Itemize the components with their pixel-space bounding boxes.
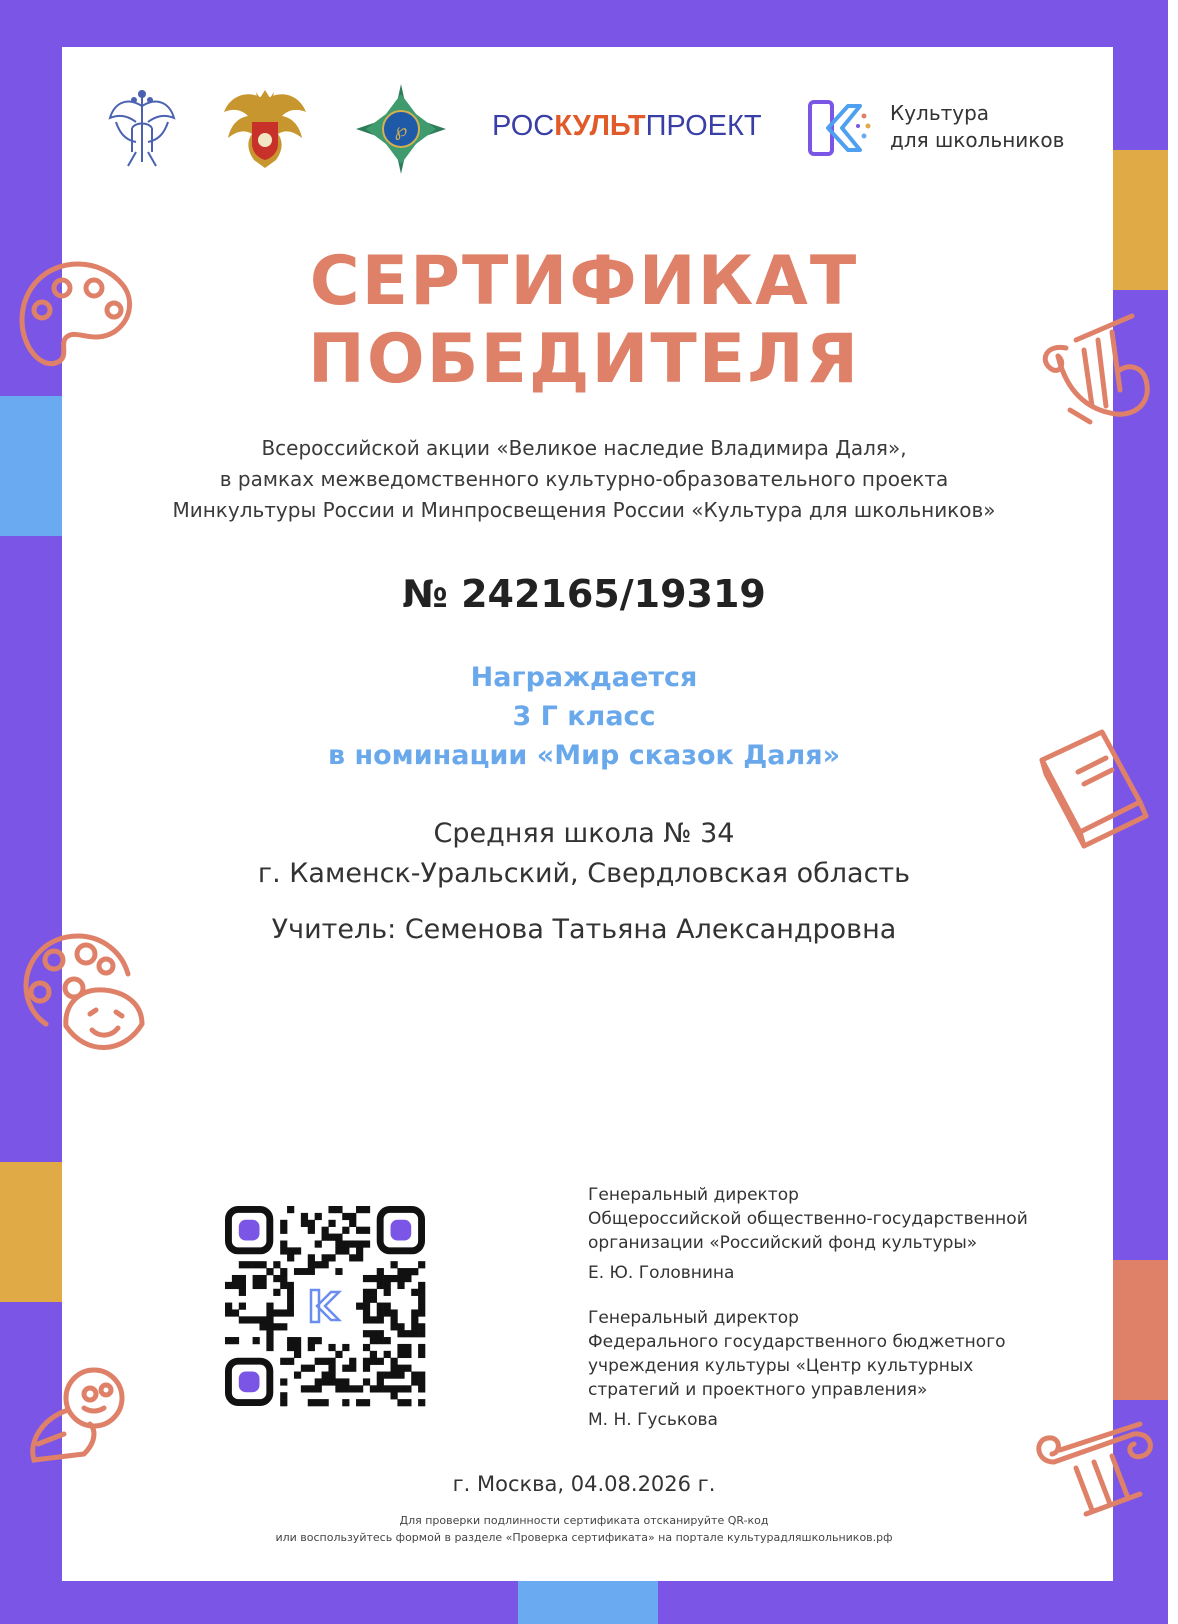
qr-module: [384, 1385, 391, 1392]
qr-module: [370, 1337, 377, 1344]
qr-module: [342, 1399, 349, 1406]
qr-module: [377, 1372, 384, 1379]
qr-module: [418, 1372, 425, 1379]
qr-module: [287, 1254, 294, 1261]
qr-module: [280, 1240, 287, 1247]
qr-module: [246, 1261, 253, 1268]
qr-module: [266, 1323, 273, 1330]
qr-module: [253, 1337, 260, 1344]
qr-module: [418, 1330, 425, 1337]
qr-module: [328, 1234, 335, 1241]
qr-module: [391, 1365, 398, 1372]
qr-module: [349, 1220, 356, 1227]
qr-module: [384, 1337, 391, 1344]
qr-module: [322, 1399, 329, 1406]
qr-module: [266, 1309, 273, 1316]
signature-2-org-line-1: Федерального государственного бюджетного: [588, 1332, 1006, 1352]
qr-module: [328, 1358, 335, 1365]
qr-module: [384, 1282, 391, 1289]
verification-note: [0, 1512, 1168, 1546]
qr-module: [294, 1337, 301, 1344]
qr-module: [266, 1268, 273, 1275]
qr-module: [239, 1316, 246, 1323]
qr-module: [377, 1385, 384, 1392]
qr-module: [356, 1385, 363, 1392]
qr-module: [232, 1309, 239, 1316]
qr-module: [384, 1303, 391, 1310]
qr-module: [404, 1399, 411, 1406]
qr-module: [377, 1358, 384, 1365]
signature-1-name: Е. Ю. Головнина: [588, 1263, 735, 1283]
qr-module: [363, 1275, 370, 1282]
qr-module: [253, 1282, 260, 1289]
qr-module: [363, 1399, 370, 1406]
qr-module: [315, 1240, 322, 1247]
ministry-of-culture-emblem: [106, 88, 178, 170]
signature-2-org-line-2: учреждения культуры «Центр культурных: [588, 1356, 974, 1376]
signature-1: [588, 1183, 1058, 1285]
qr-module: [363, 1303, 370, 1310]
qr-module: [370, 1385, 377, 1392]
qr-module: [335, 1234, 342, 1241]
qr-module: [308, 1220, 315, 1227]
qr-module: [418, 1282, 425, 1289]
qr-module: [397, 1268, 404, 1275]
roskult-prefix: РОС: [492, 110, 555, 142]
qr-module: [363, 1240, 370, 1247]
qr-module: [418, 1296, 425, 1303]
kds-logo-line2: для школьников: [890, 128, 1065, 152]
qr-module: [287, 1358, 294, 1365]
qr-module: [315, 1385, 322, 1392]
qr-module: [301, 1213, 308, 1220]
qr-module: [259, 1282, 266, 1289]
qr-module: [273, 1309, 280, 1316]
award-line-1: Награждается: [470, 662, 698, 693]
accent-stripe-left-yellow: [0, 1162, 62, 1302]
qr-module: [411, 1378, 418, 1385]
qr-module: [266, 1337, 273, 1344]
qr-module: [377, 1378, 384, 1385]
qr-module: [225, 1303, 232, 1310]
intro-line-3: Минкультуры России и Минпросвещения России «Культура для школьников»: [172, 498, 996, 522]
qr-module: [404, 1351, 411, 1358]
qr-module: [411, 1323, 418, 1330]
place-date: г. Москва, 04.08.2026 г.: [452, 1472, 716, 1496]
qr-module: [418, 1303, 425, 1310]
qr-module: [370, 1351, 377, 1358]
certificate-number: № 242165/19319: [402, 572, 766, 616]
qr-module: [287, 1344, 294, 1351]
qr-module: [239, 1261, 246, 1268]
qr-module: [280, 1275, 287, 1282]
qr-module: [363, 1289, 370, 1296]
intro-line-1: Всероссийской акции «Великое наследие Владимира Даля»,: [261, 436, 907, 460]
qr-module: [342, 1378, 349, 1385]
qr-module: [322, 1254, 329, 1261]
qr-module: [322, 1372, 329, 1379]
qr-module: [280, 1358, 287, 1365]
qr-module: [391, 1385, 398, 1392]
qr-module: [363, 1316, 370, 1323]
title-line-2: ПОБЕДИТЕЛЯ: [307, 320, 861, 399]
qr-module: [287, 1309, 294, 1316]
award-line-2: 3 Г класс: [512, 701, 656, 732]
qr-module: [328, 1254, 335, 1261]
roskult-bold: КУЛЬТ: [554, 110, 646, 142]
qr-module: [266, 1303, 273, 1310]
qr-module: [308, 1261, 315, 1268]
qr-module: [418, 1378, 425, 1385]
qr-module: [308, 1365, 315, 1372]
qr-module: [308, 1254, 315, 1261]
qr-module: [280, 1227, 287, 1234]
qr-module: [342, 1227, 349, 1234]
qr-module: [308, 1268, 315, 1275]
verification-line-2: или воспользуйтесь формой в разделе «Проверка сертификата» на портале культурадляшкольников.рф: [275, 1531, 893, 1544]
signature-1-org-line-1: Общероссийской общественно-государственной: [588, 1209, 1028, 1229]
qr-module: [280, 1309, 287, 1316]
qr-module: [391, 1316, 398, 1323]
qr-module: [404, 1275, 411, 1282]
qr-module: [315, 1399, 322, 1406]
qr-module: [377, 1303, 384, 1310]
signature-1-org-line-2: организации «Российский фонд культуры»: [588, 1233, 978, 1253]
qr-module: [280, 1323, 287, 1330]
qr-module: [363, 1344, 370, 1351]
qr-module: [363, 1330, 370, 1337]
intro-line-2: в рамках межведомственного культурно-образовательного проекта: [219, 467, 949, 491]
qr-module: [391, 1392, 398, 1399]
qr-module: [397, 1372, 404, 1379]
qr-module: [266, 1344, 273, 1351]
qr-module: [349, 1213, 356, 1220]
school-name: Средняя школа № 34: [433, 818, 735, 849]
qr-module: [294, 1344, 301, 1351]
qr-module: [349, 1385, 356, 1392]
qr-module: [391, 1309, 398, 1316]
qr-module: [225, 1282, 232, 1289]
qr-module: [370, 1275, 377, 1282]
qr-module: [404, 1268, 411, 1275]
qr-module: [384, 1351, 391, 1358]
qr-module: [232, 1282, 239, 1289]
qr-module: [342, 1240, 349, 1247]
qr-module: [246, 1316, 253, 1323]
ministry-of-education-emblem: [222, 86, 308, 172]
qr-module: [225, 1337, 232, 1344]
qr-module: [315, 1358, 322, 1365]
qr-module: [280, 1268, 287, 1275]
qr-module: [377, 1268, 384, 1275]
qr-module: [301, 1268, 308, 1275]
qr-module: [280, 1378, 287, 1385]
qr-module: [363, 1227, 370, 1234]
qr-module: [418, 1344, 425, 1351]
qr-module: [328, 1344, 335, 1351]
qr-module: [308, 1385, 315, 1392]
qr-module: [232, 1337, 239, 1344]
qr-module: [287, 1296, 294, 1303]
qr-module: [356, 1399, 363, 1406]
qr-module: [404, 1344, 411, 1351]
qr-module: [397, 1344, 404, 1351]
qr-module: [342, 1213, 349, 1220]
qr-module: [370, 1358, 377, 1365]
qr-module: [363, 1206, 370, 1213]
qr-module: [287, 1282, 294, 1289]
qr-module: [259, 1275, 266, 1282]
qr-module: [301, 1385, 308, 1392]
qr-module: [253, 1316, 260, 1323]
qr-module: [328, 1220, 335, 1227]
qr-module: [259, 1323, 266, 1330]
qr-module: [335, 1268, 342, 1275]
qr-module: [349, 1254, 356, 1261]
qr-module: [397, 1351, 404, 1358]
qr-module: [418, 1351, 425, 1358]
certificate-title: [0, 243, 1168, 399]
qr-module: [363, 1378, 370, 1385]
accent-stripe-right-orange: [1113, 1260, 1168, 1400]
qr-module: [273, 1275, 280, 1282]
qr-module: [404, 1385, 411, 1392]
school-city: г. Каменск-Уральский, Свердловская область: [257, 858, 911, 889]
qr-module: [377, 1282, 384, 1289]
intro-text: [0, 433, 1168, 526]
qr-module: [287, 1206, 294, 1213]
qr-module: [391, 1358, 398, 1365]
qr-module: [273, 1289, 280, 1296]
qr-module: [356, 1206, 363, 1213]
qr-module: [384, 1372, 391, 1379]
qr-finder-pattern: [380, 1209, 421, 1250]
qr-module: [301, 1220, 308, 1227]
qr-module: [315, 1378, 322, 1385]
matryoshka-icon: [24, 1360, 134, 1470]
qr-module: [315, 1213, 322, 1220]
qr-module: [411, 1268, 418, 1275]
header-logos: [0, 82, 1168, 182]
roskult-suffix: ПРОЕКТ: [645, 110, 762, 142]
qr-module: [232, 1275, 239, 1282]
qr-module: [294, 1351, 301, 1358]
qr-module: [397, 1399, 404, 1406]
qr-module: [280, 1247, 287, 1254]
qr-module: [259, 1316, 266, 1323]
qr-module: [308, 1399, 315, 1406]
qr-module: [266, 1330, 273, 1337]
qr-module: [349, 1358, 356, 1365]
qr-module: [397, 1275, 404, 1282]
qr-module: [335, 1240, 342, 1247]
qr-module: [418, 1309, 425, 1316]
qr-module: [239, 1282, 246, 1289]
qr-module: [377, 1330, 384, 1337]
qr-module: [411, 1330, 418, 1337]
qr-module: [418, 1385, 425, 1392]
qr-module: [397, 1385, 404, 1392]
verification-line-1: Для проверки подлинности сертификата отсканируйте QR-код: [399, 1514, 769, 1527]
qr-module: [322, 1227, 329, 1234]
qr-module: [308, 1227, 315, 1234]
qr-module: [328, 1365, 335, 1372]
qr-module: [280, 1392, 287, 1399]
qr-module: [418, 1289, 425, 1296]
qr-module: [280, 1220, 287, 1227]
award-line-3: в номинации «Мир сказок Даля»: [327, 740, 841, 771]
russian-culture-fund-emblem: [356, 84, 446, 174]
qr-module: [356, 1303, 363, 1310]
qr-module: [322, 1261, 329, 1268]
signature-1-role: Генеральный директор: [588, 1185, 799, 1205]
qr-module: [377, 1309, 384, 1316]
qr-module: [356, 1254, 363, 1261]
qr-module: [370, 1330, 377, 1337]
qr-module: [280, 1399, 287, 1406]
qr-module: [418, 1261, 425, 1268]
qr-module: [335, 1378, 342, 1385]
signature-2-org-line-3: стратегий и проектного управления»: [588, 1380, 928, 1400]
qr-module: [363, 1365, 370, 1372]
qr-module: [391, 1275, 398, 1282]
qr-module: [328, 1378, 335, 1385]
qr-module: [287, 1289, 294, 1296]
qr-module: [266, 1316, 273, 1323]
qr-module: [384, 1309, 391, 1316]
qr-module: [418, 1323, 425, 1330]
qr-module: [328, 1372, 335, 1379]
qr-module: [377, 1316, 384, 1323]
qr-module: [335, 1351, 342, 1358]
qr-module: [370, 1289, 377, 1296]
kds-logo-icon: [808, 100, 872, 156]
qr-module: [370, 1316, 377, 1323]
qr-module: [363, 1296, 370, 1303]
qr-module: [342, 1385, 349, 1392]
qr-module: [253, 1275, 260, 1282]
qr-module: [370, 1296, 377, 1303]
qr-module: [356, 1227, 363, 1234]
qr-module: [253, 1261, 260, 1268]
qr-module: [315, 1261, 322, 1268]
title-line-1: СЕРТИФИКАТ: [309, 242, 859, 321]
qr-module: [335, 1206, 342, 1213]
qr-module: [287, 1247, 294, 1254]
qr-module: [294, 1247, 301, 1254]
qr-module: [294, 1372, 301, 1379]
qr-module: [287, 1303, 294, 1310]
qr-module: [411, 1289, 418, 1296]
teacher-name: Учитель: Семенова Татьяна Александровна: [271, 914, 897, 945]
qr-module: [273, 1261, 280, 1268]
qr-module: [335, 1385, 342, 1392]
school-block: [0, 814, 1168, 950]
qr-module: [411, 1309, 418, 1316]
qr-module: [322, 1234, 329, 1241]
qr-module: [356, 1240, 363, 1247]
qr-module: [391, 1372, 398, 1379]
qr-module: [397, 1330, 404, 1337]
kds-logo-line1: Культура: [890, 101, 990, 125]
qr-module: [322, 1358, 329, 1365]
qr-module: [391, 1261, 398, 1268]
kds-logo-text: [890, 100, 1064, 154]
signature-2-name: М. Н. Гуськова: [588, 1410, 718, 1430]
qr-module: [308, 1337, 315, 1344]
svg-text:℘: ℘: [394, 120, 408, 141]
qr-module: [418, 1399, 425, 1406]
signature-2: [588, 1306, 1058, 1432]
qr-module: [397, 1323, 404, 1330]
qr-module: [384, 1275, 391, 1282]
qr-module: [404, 1330, 411, 1337]
qr-module: [294, 1268, 301, 1275]
qr-finder-pattern: [228, 1209, 269, 1250]
qr-module: [342, 1344, 349, 1351]
qr-module: [259, 1261, 266, 1268]
qr-module: [280, 1282, 287, 1289]
qr-module: [411, 1372, 418, 1379]
qr-module: [335, 1247, 342, 1254]
qr-module: [322, 1378, 329, 1385]
qr-module: [239, 1303, 246, 1310]
qr-module: [397, 1282, 404, 1289]
qr-module: [377, 1275, 384, 1282]
qr-module: [239, 1289, 246, 1296]
qr-module: [315, 1337, 322, 1344]
qr-module: [356, 1247, 363, 1254]
qr-module: [363, 1309, 370, 1316]
qr-module: [308, 1344, 315, 1351]
qr-module: [349, 1240, 356, 1247]
qr-finder-pattern: [228, 1361, 269, 1402]
qr-module: [225, 1309, 232, 1316]
accent-stripe-bottom-blue: [518, 1581, 658, 1624]
qr-code[interactable]: [225, 1206, 425, 1406]
qr-module: [363, 1358, 370, 1365]
qr-module: [391, 1323, 398, 1330]
award-block: [0, 658, 1168, 775]
qr-module: [397, 1365, 404, 1372]
qr-module: [384, 1289, 391, 1296]
qr-module: [239, 1275, 246, 1282]
qr-module: [404, 1365, 411, 1372]
signature-2-role: Генеральный директор: [588, 1308, 799, 1328]
qr-module: [377, 1337, 384, 1344]
qr-module: [301, 1365, 308, 1372]
qr-module: [328, 1206, 335, 1213]
qr-module: [273, 1323, 280, 1330]
qr-module: [342, 1365, 349, 1372]
qr-module: [342, 1247, 349, 1254]
roskultproekt-logo: [492, 110, 762, 143]
qr-module: [287, 1337, 294, 1344]
qr-module: [411, 1316, 418, 1323]
qr-module: [349, 1365, 356, 1372]
